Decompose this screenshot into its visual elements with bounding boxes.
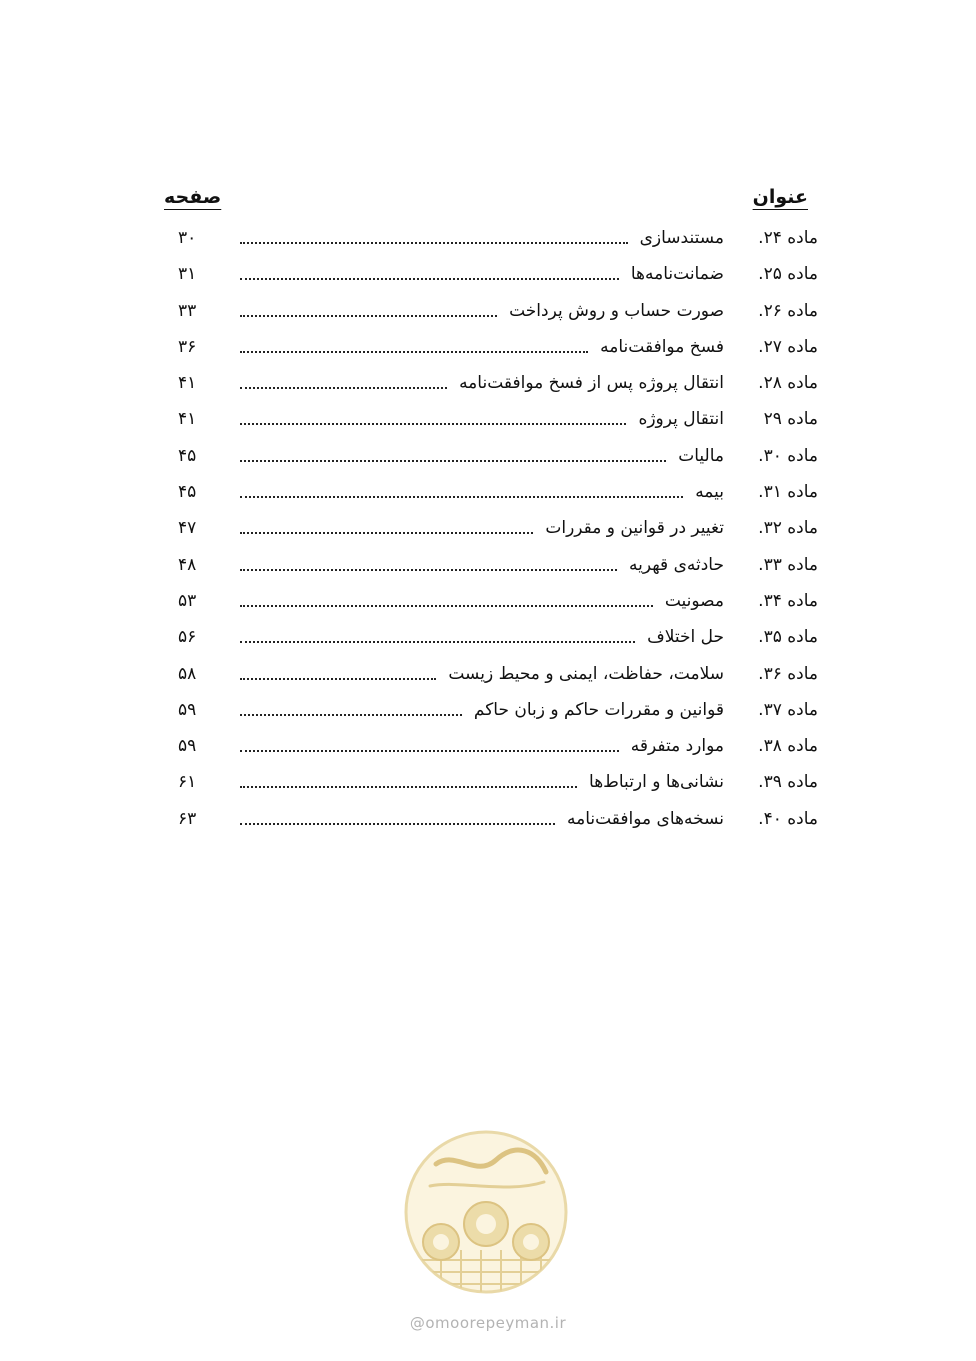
toc-row[interactable] [0,553,976,589]
dot-leader [240,278,619,280]
page-number: ۵۸ [178,663,197,684]
article-title: قوانین و مقررات حاکم و زبان حاکم [473,699,724,720]
article-title: مستندسازی [639,228,724,248]
article-title: انتقال پروژه پس از فسخ موافقت‌نامه [459,373,724,394]
toc-row[interactable] [0,371,976,407]
dot-leader [240,423,626,425]
page-number: ۴۵ [178,482,197,503]
page-number: ۴۵ [178,445,197,466]
article-number: ماده ۳۸. [758,736,818,757]
page-number: ۳۱ [178,264,197,285]
article-number: ماده ۳۲. [758,518,818,539]
article-title: فسخ موافقت‌نامه [600,336,724,357]
article-title: نسخه‌های موافقت‌نامه [566,808,724,829]
toc-row[interactable] [0,335,976,371]
article-title: تغییر در قوانین و مقررات [545,518,724,539]
dot-leader [240,569,617,571]
toc-row[interactable] [0,734,976,770]
page-number: ۵۹ [178,736,197,757]
dot-leader [240,242,628,244]
article-number: ماده ۳۴. [758,590,818,611]
dot-leader [240,605,653,607]
dot-leader [240,387,447,389]
page-number: ۳۰ [178,228,197,248]
page-number: ۴۸ [178,554,197,575]
watermark-logo [396,1120,576,1320]
toc-row[interactable] [0,516,976,552]
article-title: ضمانت‌نامه‌ها [630,264,724,285]
toc-row[interactable] [0,262,976,298]
article-number: ماده ۳۹. [758,772,818,793]
page-number: ۶۱ [178,772,197,793]
dot-leader [240,532,533,534]
seal-icon [396,1120,576,1320]
page-number: ۶۳ [178,808,197,829]
article-number: ماده ۳۳. [758,554,818,575]
toc-row[interactable] [0,770,976,806]
article-number: ماده ۳۰. [758,445,818,466]
page-number: ۵۹ [178,699,197,720]
page-number: ۴۱ [178,409,197,430]
article-number: ماده ۲۴. [758,228,818,248]
page-number: ۳۶ [178,336,197,357]
dot-leader [240,714,462,716]
article-number: ماده ۳۶. [758,663,818,684]
toc-row[interactable] [0,407,976,443]
article-title: موارد متفرقه [630,736,724,757]
page-number: ۴۱ [178,373,197,394]
article-number: ماده ۲۵. [758,264,818,285]
dot-leader [240,678,436,680]
toc-row[interactable] [0,480,976,516]
table-of-contents [0,226,976,843]
article-number: ماده ۳۵. [758,627,818,648]
article-title: نشانی‌ها و ارتباط‌ها [589,772,724,793]
toc-row[interactable] [0,807,976,843]
dot-leader [240,351,588,353]
article-title: بیمه [695,482,724,503]
toc-row[interactable] [0,662,976,698]
website-watermark: @omoorepeyman.ir [409,1314,567,1332]
toc-row[interactable] [0,226,976,262]
dot-leader [240,641,635,643]
article-title: مصونیت [664,590,724,611]
article-title: انتقال پروژه [638,409,724,430]
article-title: سلامت، حفاظت، ایمنی و محیط زیست [448,663,724,684]
dot-leader [240,786,577,788]
page-number: ۴۷ [178,518,197,539]
toc-row[interactable] [0,299,976,335]
article-number: ماده ۲۹ [763,409,818,430]
dot-leader [240,750,619,752]
article-number: ماده ۳۷. [758,699,818,720]
article-number: ماده ۳۱. [758,482,818,503]
page-column-heading: صفحه [164,186,222,208]
page-number: ۳۳ [178,300,197,321]
article-number: ماده ۲۸. [758,373,818,394]
dot-leader [240,315,497,317]
article-number: ماده ۴۰. [758,808,818,829]
toc-row[interactable] [0,589,976,625]
article-title: صورت حساب و روش پرداخت [509,300,724,321]
title-column-heading: عنوان [752,186,808,208]
toc-row[interactable] [0,625,976,661]
dot-leader [240,460,666,462]
page-number: ۵۳ [178,590,197,611]
article-title: مالیات [678,445,724,466]
toc-row[interactable] [0,444,976,480]
dot-leader [240,823,555,825]
page-number: ۵۶ [178,627,197,648]
article-number: ماده ۲۶. [758,300,818,321]
toc-header [160,186,808,222]
dot-leader [240,496,683,498]
article-title: حل اختلاف [647,627,724,648]
article-title: حادثه‌ی قهریه [628,554,724,575]
article-number: ماده ۲۷. [758,336,818,357]
toc-row[interactable] [0,698,976,734]
